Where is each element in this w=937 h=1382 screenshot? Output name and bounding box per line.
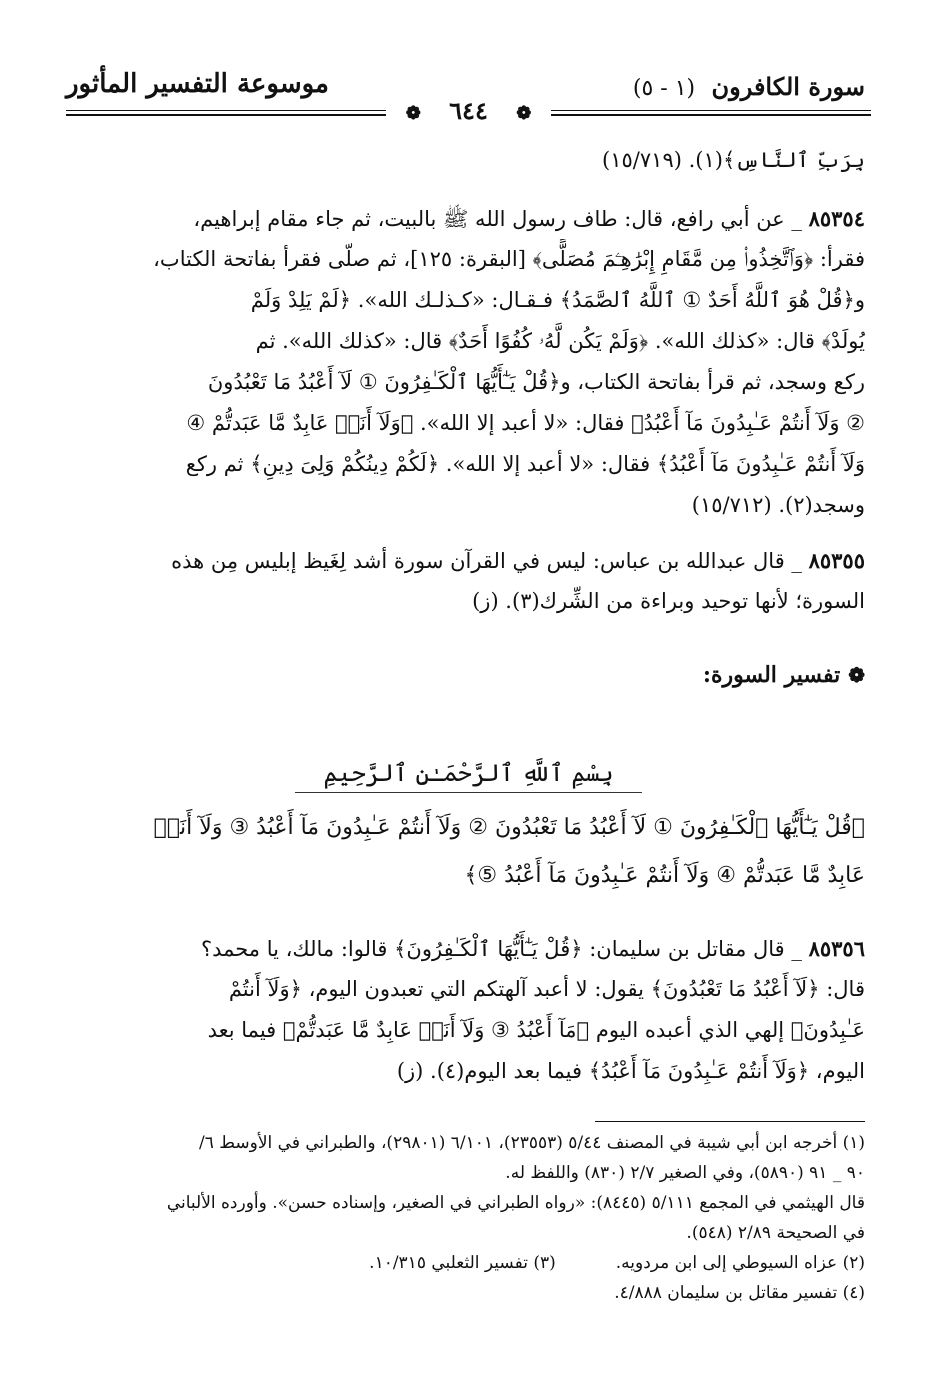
text-line: اليوم، ﴿وَلَآ أَنتُمْ عَـٰبِدُونَ مَآ أَعْبُدُ﴾ فيما بعد اليوم(٤). (ز) [396,1059,865,1083]
footnote-pair [69,1248,865,1278]
footnotes [69,1128,865,1308]
ornament-icon: ❁ [396,103,431,124]
text-line: قال: ﴿لَآ أَعْبُدُ مَا تَعْبُدُونَ﴾ يقول: لا أعبد آلهتكم التي تعبدون اليوم، ﴿وَلَآ أَنتُمْ [228,977,865,1001]
athar-85354 [69,198,865,526]
ornament-icon: ❁ [506,103,541,124]
footnote-4: (٤) تفسير مقاتل بن سليمان ٤/٨٨٨. [614,1283,865,1303]
athar-85355 [69,540,865,622]
verse-line: عَابِدٌ مَّا عَبَدتُّمْ ④ وَلَآ أَنتُمْ عَـٰبِدُونَ مَآ أَعْبُدُ ⑤﴾ [464,863,865,888]
text-line: ② وَلَآ أَنتُمْ عَـٰبِدُونَ مَآ أَعْبُدُ﴾ فقال: «لا أعبد إلا الله». ﴿وَلَآ أَنَا۠ عَابِدٌ مَّا عَبَدتُّمْ ④ [186,411,865,435]
text-line: بِرَبِّ ٱلنَّاسِ﴾(١). (١٥/٧١٩) [602,148,865,172]
text-line: عَـٰبِدُونَ﴾ إلهي الذي أعبده اليوم ﴿مَآ أَعْبُدُ ③ وَلَآ أَنَا۠ عَابِدٌ مَّا عَبَدتُّمْ﴾ فيما بعد [207,1018,865,1042]
text-line: ٨٥٣٥٤ _ عن أبي رافع، قال: طاف رسول الله ﷺ بالبيت، ثم جاء مقام إبراهيم، [193,206,865,231]
surah-title: سورة الكافرون [711,72,865,101]
footnote-3: (٣) تفسير الثعلبي ١٠/٣١٥. [369,1253,556,1273]
text-line: ركع وسجد، ثم قرأ بفاتحة الكتاب، و﴿قُلْ يَـٰٓأَيُّهَا ٱلْكَـٰفِرُونَ ① لَآ أَعْبُدُ مَا تَعْبُدُونَ [207,370,865,394]
footnote-line: (١) أخرجه ابن أبي شيبة في المصنف ٥/٤٤ (٢٣٥٥٣)، ٦/١٠١ (٢٩٨٠١)، والطبراني في الأوسط ٦/ [198,1133,865,1153]
text-line: يُولَدْ﴾ قال: «كذلك الله». ﴿وَلَمْ يَكُن لَّهُۥ كُفُوًا أَحَدٌ﴾ قال: «كذلك الله». ثم [255,329,865,353]
basmala: بِسْمِ ٱللَّهِ ٱلرَّحْمَـٰنِ ٱلرَّحِيمِ [0,756,937,793]
text-line: فقرأ: ﴿وَٱتَّخِذُوا۟ مِن مَّقَامِ إِبْرَٰهِـۧمَ مُصَلًّى﴾ [البقرة: ١٢٥]، ثم صلّى فقرأ بفاتحة الكتاب، [153,247,865,271]
text-line: و﴿قُلْ هُوَ ٱللَّهُ أَحَدٌ ① ٱللَّهُ ٱلصَّمَدُ﴾ فـقـال: «كـذلـك الله». ﴿لَمْ يَلِدْ وَلَمْ [250,288,865,312]
verse-range: (١ - ٥) [632,76,696,101]
text-line: وَلَآ أَنتُمْ عَـٰبِدُونَ مَآ أَعْبُدُ﴾ فقال: «لا أعبد إلا الله». ﴿لَكُمْ دِينُكُمْ وَلِىَ دِينِ﴾ ثم ركع [185,452,865,476]
continuation-text [69,140,865,181]
text-line: ٨٥٣٥٥ _ قال عبدالله بن عباس: ليس في القرآن سورة أشد لِغَيظ إبليس مِن هذه [171,548,865,573]
section-heading: ❁تفسير السورة: [702,662,865,688]
athar-number: ٨٥٣٥٦ [808,936,865,961]
book-title: موسوعة التفسير المأثور [66,69,329,99]
quran-verses [69,804,865,900]
footnote-line: ٩٠ _ ٩١ (٥٨٩٠)، وفي الصغير ٢/٧ (٨٣٠) واللفظ له. [505,1163,865,1183]
text-line: ٨٥٣٥٦ _ قال مقاتل بن سليمان: ﴿قُلْ يَـٰٓأَيُّهَا ٱلْكَـٰفِرُونَ﴾ قالوا: مالك، يا محمد؟ [200,936,865,961]
footnote-2: (٢) عزاه السيوطي إلى ابن مردويه. [615,1253,865,1273]
athar-85356 [69,928,865,1092]
footnote-line: في الصحيحة ٢/٨٩ (٥٤٨). [686,1223,865,1243]
flower-ornament-icon: ❁ [848,663,865,687]
page-number-box [0,96,937,129]
text-line: السورة؛ لأنها توحيد وبراءة من الشِّرك(٣). (ز) [472,589,865,613]
footnote-separator [595,1121,865,1122]
athar-number: ٨٥٣٥٥ [808,548,865,573]
footnote-line: قال الهيثمي في المجمع ٥/١١١ (٨٤٤٥): «رواه الطبراني في الصغير، وإسناده حسن». وأورده الألباني [166,1193,865,1213]
text-line: وسجد(٢). (١٥/٧١٢) [691,493,865,517]
verse-line: ﴿قُلْ يَـٰٓأَيُّهَا ٱلْكَـٰفِرُونَ ① لَآ أَعْبُدُ مَا تَعْبُدُونَ ② وَلَآ أَنتُمْ عَـٰبِدُونَ مَآ أَعْبُدُ ③ وَلَآ أَنَا۠ [153,815,865,840]
athar-number: ٨٥٣٥٤ [808,206,865,231]
page-number: ٦٤٤ [439,96,498,125]
